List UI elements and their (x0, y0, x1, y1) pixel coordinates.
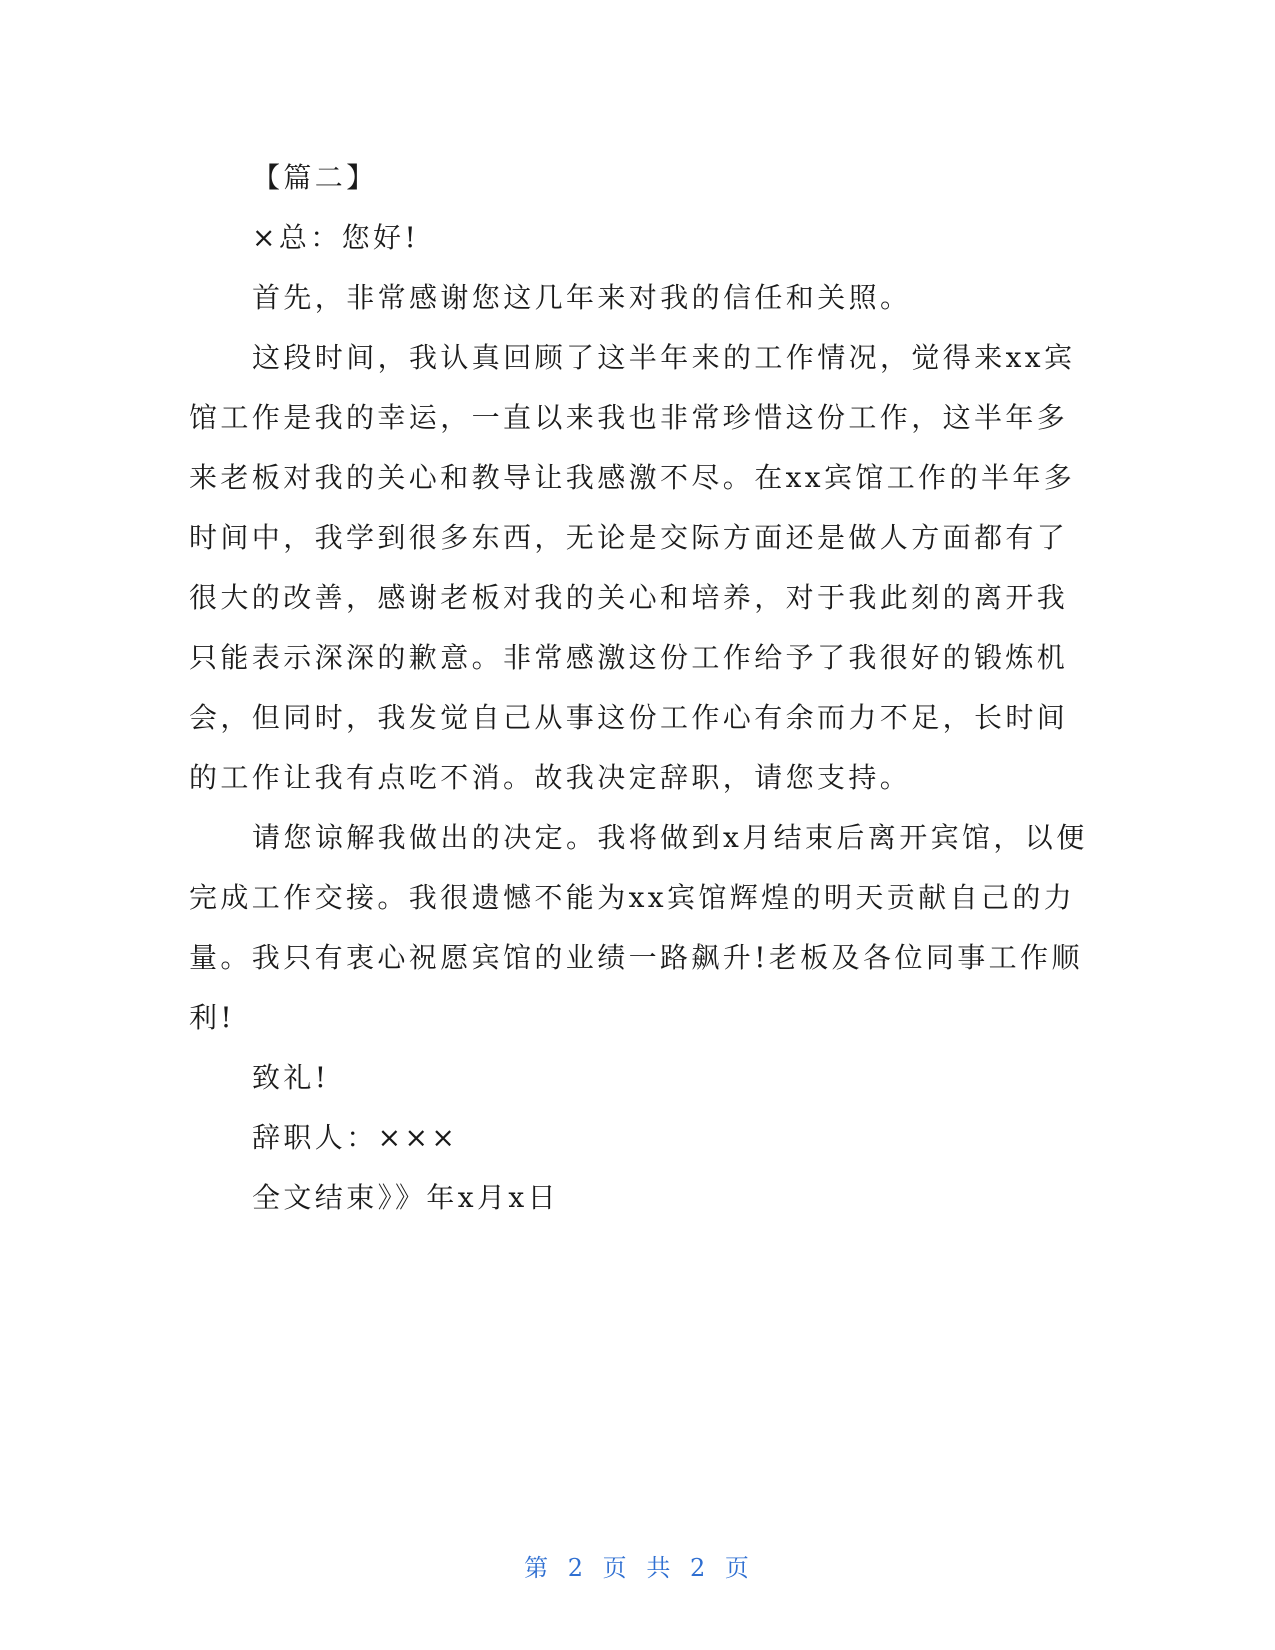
paragraph-2-line: 来老板对我的关心和教导让我感激不尽。在xx宾馆工作的半年多 (189, 461, 1076, 494)
date: 全文结束》》年x月x日 (252, 1181, 559, 1214)
paragraph-2-line: 时间中，我学到很多东西，无论是交际方面还是做人方面都有了 (189, 521, 1069, 554)
signer: 辞职人：××× (252, 1121, 459, 1154)
total-prefix: 共 (646, 1554, 673, 1582)
closing: 致礼! (252, 1061, 330, 1094)
current-page: 2 (567, 1554, 586, 1582)
paragraph-3-line: 量。我只有衷心祝愿宾馆的业绩一路飙升!老板及各位同事工作顺 (189, 941, 1083, 974)
paragraph-2-line: 只能表示深深的歉意。非常感激这份工作给予了我很好的锻炼机 (189, 641, 1069, 674)
paragraph-2-line: 这段时间，我认真回顾了这半年来的工作情况，觉得来xx宾 (252, 341, 1076, 374)
page-prefix: 第 (524, 1554, 551, 1582)
paragraph-2-line: 馆工作是我的幸运，一直以来我也非常珍惜这份工作，这半年多 (189, 401, 1069, 434)
salutation: ×总：您好! (252, 221, 420, 254)
paragraph-3-line: 利! (189, 1001, 236, 1034)
paragraph-3-line: 完成工作交接。我很遗憾不能为xx宾馆辉煌的明天贡献自己的力 (189, 881, 1076, 914)
paragraph-1: 首先，非常感谢您这几年来对我的信任和关照。 (252, 281, 912, 314)
paragraph-3-line: 请您谅解我做出的决定。我将做到x月结束后离开宾馆，以便 (252, 821, 1088, 854)
page-number-footer (0, 1548, 1275, 1583)
paragraph-2-line: 会，但同时，我发觉自己从事这份工作心有余而力不足，长时间 (189, 701, 1069, 734)
page-label: 页 (602, 1554, 629, 1582)
total-label: 页 (724, 1554, 751, 1582)
paragraph-2-line: 很大的改善，感谢老板对我的关心和培养，对于我此刻的离开我 (189, 581, 1069, 614)
paragraph-2-line: 的工作让我有点吃不消。故我决定辞职，请您支持。 (189, 761, 912, 794)
total-pages: 2 (689, 1554, 708, 1582)
section-title: 【篇二】 (252, 161, 378, 194)
document-body (189, 148, 1088, 1228)
